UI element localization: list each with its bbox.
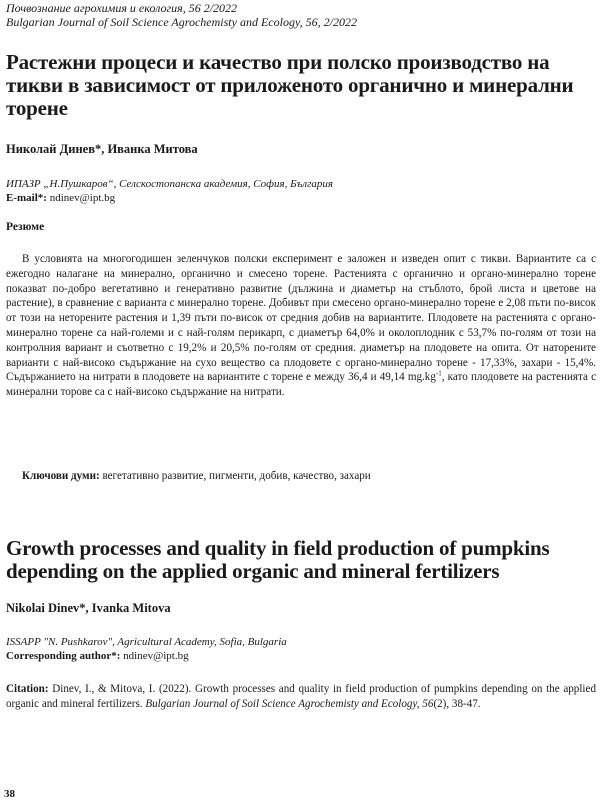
article-title-en: Growth processes and quality in field production of pumpkins depending on the applied organic and mineral fertilizers (6, 536, 550, 583)
keywords-text: вегетативно развитие, пигменти, добив, качество, захари (102, 470, 371, 482)
abstract-part-1: В условията на многогодишен зеленчуков полски експеримент е заложен и изведен опит с тикви. Вариантите са с ежегодно налагане на минерално, органично и смесено торене. Растенията с органично и органо-минерално торене показват по-добро вегетативно и генеративно развитие (дължина и диаметър на стъблото, брой листа и цветове на растение), в сравнение с варианта с минерално торене. Добивът при смесено органо-минерално торене е 2,08 пъти по-висок от този на неторените растения и 1,39 пъти по-висок от средния добив на вариантите. Плодовете на растенията с органо-минерално торене са най-големи и с най-голям перикарп, с диаметър 64,0% и околоплодник с 53,7% по-голям от този на контролния вариант и съответно с 19,2% и 20,5% по-голям от средния. диаметър на плодовете на опита. От наторените варианти с най-високо съдържание на сухо вещество са плодовете с органо-минерално торене - 17,33%, захари - 15,4%. Съдържанието на нитрати в плодовете на вариантите с торене е между 36,4 и 49,14 mg.kg (6, 253, 596, 384)
affiliation-en: ISSAPP "N. Pushkarov", Agricultural Academy, Sofia, Bulgaria (6, 636, 287, 648)
journal-header-en: Bulgarian Journal of Soil Science Agrochemisty and Ecology, 56, 2/2022 (6, 15, 357, 29)
keywords-line (22, 470, 596, 482)
citation-block (6, 682, 596, 712)
abstract-superscript: -1 (435, 369, 442, 378)
citation-pages: (2), 38-47. (433, 698, 481, 710)
citation-label: Citation: (6, 683, 49, 695)
abstract-heading: Резюме (6, 221, 45, 233)
citation-text: Dinev, I., & Mitova, I. (2022). Growth processes and quality in field production of pumpkins depending on the applied organic and mineral fertilizers. (6, 683, 596, 710)
email-line-bg (6, 192, 115, 204)
citation-volume: 56 (422, 698, 434, 710)
journal-header-bg: Почвознание агрохимия и екология, 56 2/2022 (6, 1, 238, 15)
article-title-bg: Растежни процеси и качество при полско производство на тикви в зависимост от приложеното органично и минерални торене (6, 50, 574, 120)
abstract-part-2: , като плодовете на растенията с минерални торове са с най-високо съдържание на нитрати. (6, 371, 596, 399)
email-label: E-mail*: (6, 192, 47, 204)
affiliation-bg: ИПАЗР „Н.Пушкаров“, Селскостопанска академия, София, България (6, 178, 333, 190)
page-number: 38 (4, 788, 15, 800)
corresponding-email[interactable]: ndinev@ipt.bg (123, 650, 189, 662)
citation-journal: Bulgarian Journal of Soil Science Agrochemisty and Ecology, (145, 698, 420, 710)
abstract-text (6, 252, 596, 400)
authors-en: Nikolai Dinev*, Ivanka Mitova (6, 601, 171, 615)
authors-bg: Николай Динев*, Иванка Митова (6, 142, 198, 156)
keywords-label: Ключови думи: (22, 470, 100, 482)
corresponding-line (6, 650, 189, 662)
corresponding-label: Corresponding author*: (6, 650, 121, 662)
email-address[interactable]: ndinev@ipt.bg (49, 192, 116, 204)
